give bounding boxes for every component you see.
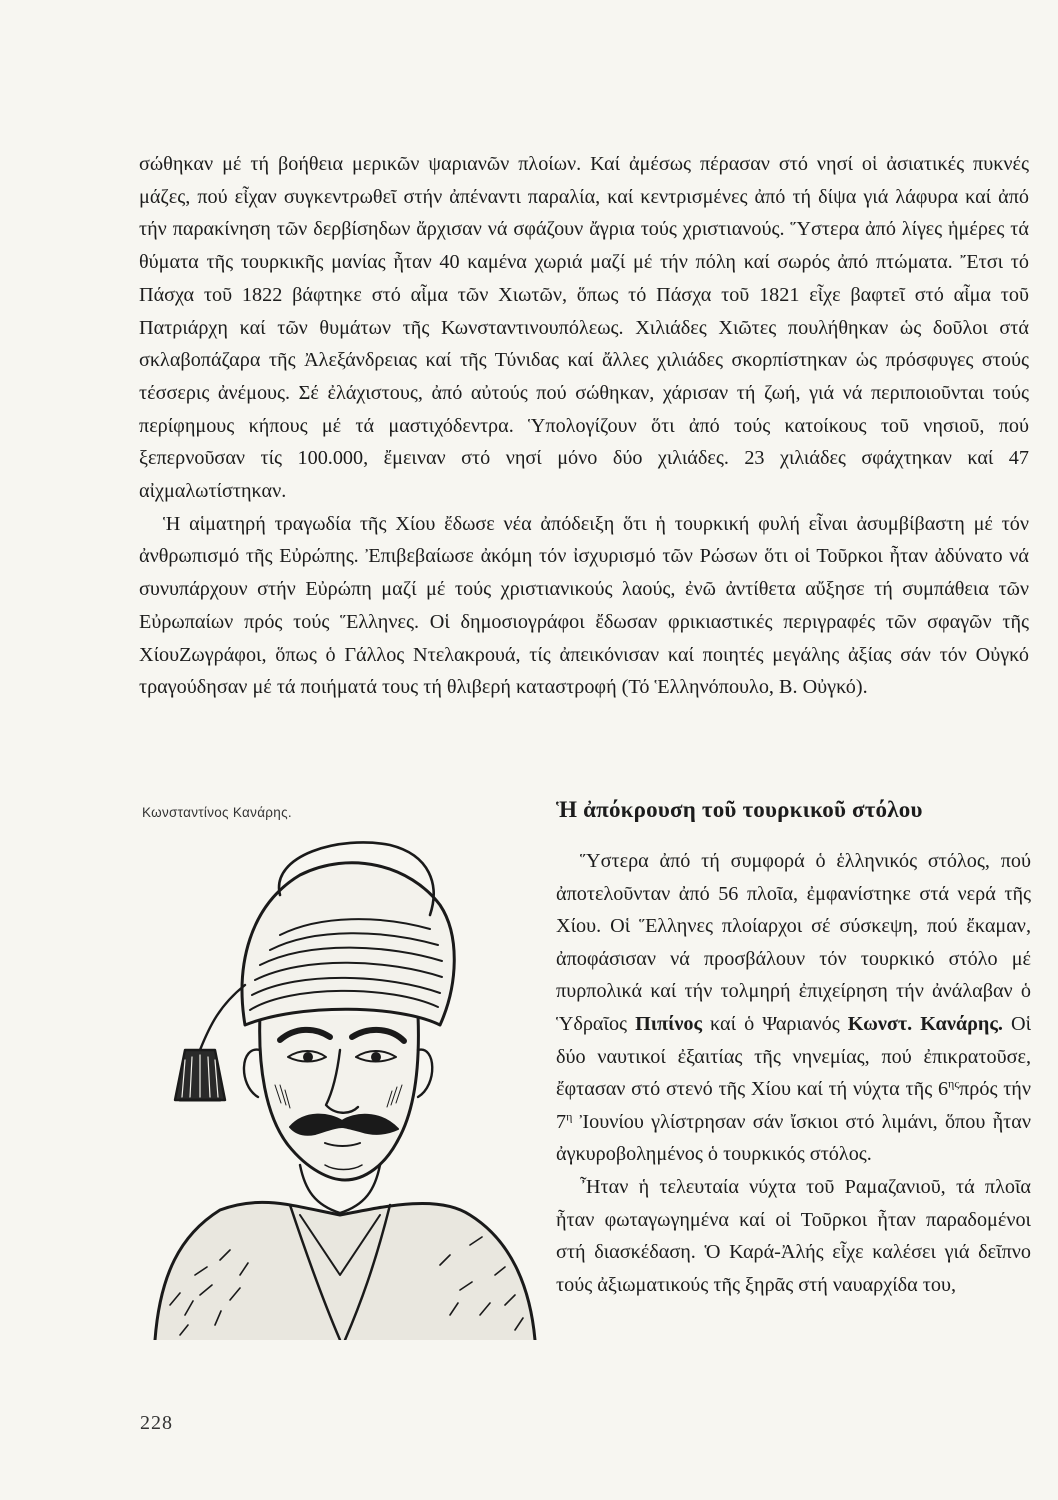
portrait-illustration (140, 835, 540, 1340)
text-run: πρός τήν 7 (556, 1078, 1031, 1133)
name-kanaris: Κωνστ. Κανάρης. (847, 1012, 1003, 1035)
section-text (556, 845, 1031, 1301)
paragraph-1: σώθηκαν μέ τή βοήθεια μερικῶν ψαριανῶν πλοίων. Καί ἀμέσως πέρασαν στό νησί οἱ ἀσιατικές πυκνές μάζες, πού εἶχαν συγκεντρωθεῖ στήν ἀπέναντι παραλία, καί κεντρισμένες ἀπό τή δίψα γιά λάφυρα καί ἀπό τήν παρακίνηση τῶν δερβίσηδων ἄρχισαν νά σφάζουν ἄγρια τούς χριστιανούς. Ὕστερα ἀπό λίγες ἡμέρες τά θύματα τῆς τουρκικῆς μανίας ἦταν 40 καμένα χωριά μαζί μέ τήν πόλη καί σωρός ἀπό πτώματα. Ἔτσι τό Πάσχα τοῦ 1822 βάφτηκε στό αἷμα τῶν Χιωτῶν, ὅπως τό Πάσχα τοῦ 1821 εἶχε βαφτεῖ στό αἷμα τοῦ Πατριάρχη καί τῶν θυμάτων τῆς Κωνσταντινουπόλεως. Χιλιάδες Χιῶτες πουλήθηκαν ὡς δοῦλοι στά σκλαβοπάζαρα τῆς Ἀλεξάνδρειας καί τῆς Τύνιδας καί ἄλλες χιλιάδες σκορπίστηκαν ὡς πρόσφυγες στούς τέσσερις ἀνέμους. Σέ ἐλάχιστους, ἀπό αὐτούς πού σώθηκαν, χάρισαν τή ζωή, γιά νά περιποιοῦνται τούς περίφημους κήπους μέ τά μαστιχόδεντρα. Ὑπολογίζουν ὅτι ἀπό τούς κατοίκους τοῦ νησιοῦ, πού ξεπερνοῦσαν τίς 100.000, ἔμειναν στό νησί μόνο δύο χιλιάδες. 23 χιλιάδες σφάχτηκαν καί 47 αἰχμαλωτίστηκαν. (139, 153, 1029, 503)
main-text (139, 148, 1029, 704)
text-run: Οἱ δύο ναυτικοί ἐξαιτίας τῆς νηνεμίας, πού ἐπικρατοῦσε, ἔφτασαν στό στενό τῆς Χίου καί τή νύχτα τῆς 6 (556, 1012, 1032, 1101)
section-paragraph-2: Ἦταν ἡ τελευταία νύχτα τοῦ Ραμαζανιοῦ, τά πλοῖα ἦταν φωταγωγημένα καί οἱ Τοῦρκοι ἦταν παραδομένοι στή διασκέδαση. Ὁ Καρά-Ἀλής εἶχε καλέσει γιά δεῖπνο τούς ἀξιωματικούς τῆς ξηρᾶς στή ναυαρχίδα του, (556, 1175, 1031, 1296)
page-number: 228 (140, 1412, 173, 1434)
section-paragraph-1 (556, 845, 1031, 1171)
text-run: Ἰουνίου γλίστρησαν σάν ἴσκιοι στό λιμάνι, ὅπου ἦταν ἀγκυροβολημένος ὁ τουρκικός στόλος. (556, 1110, 1031, 1166)
paragraph-2: Ἡ αἱματηρή τραγωδία τῆς Χίου ἔδωσε νέα ἀπόδειξη ὅτι ἡ τουρκική φυλή εἶναι ἀσυμβίβαστη μέ τόν ἀνθρωπισμό τῆς Εὐρώπης. Ἐπιβεβαίωσε ἀκόμη τόν ἰσχυρισμό τῶν Ρώσων ὅτι οἱ Τοῦρκοι ἦταν ἀδύνατο νά συνυπάρχουν στήν Εὐρώπη μαζί μέ τούς χριστιανικούς λαούς, ἐνῶ ἀντίθετα αὔξησε τή συμπάθεια τῶν Εὐρωπαίων πρός τούς Ἕλληνες. Οἱ δημοσιογράφοι ἔδωσαν φρικιαστικές περιγραφές τῶν σφαγῶν τῆς ΧίουΖωγράφοι, ὅπως ὁ Γάλλος Ντελακρουά, τίς ἀπεικόνισαν καί ποιητές μεγάλης ἀξίας σάν τόν Οὐγκό τραγούδησαν μέ τά ποιήματά τους τή θλιβερή καταστροφή (Τό Ἑλληνόπουλο, Β. Οὐγκό). (139, 512, 1029, 699)
ordinal-suffix: η (566, 1109, 573, 1124)
section-title: Ἡ ἀπόκρουση τοῦ τουρκικοῦ στόλου (556, 797, 923, 822)
text-run: καί ὁ Ψαριανός (702, 1012, 848, 1035)
text-run: Ὕστερα ἀπό τή συμφορά ὁ ἑλληνικός στόλος, πού ἀποτελοῦνταν ἀπό 56 πλοῖα, ἐμφανίστηκε στά νερά τῆς Χίου. Οἱ Ἕλληνες πλοίαρχοι σέ σύσκεψη, πού ἔκαμαν, ἀποφάσισαν νά προσβάλουν τόν τουρκικό στόλο μέ πυρπολικά καί τήν τολμηρή ἐπιχείρηση τήν ἀνάλαβαν ὁ Ὑδραῖος (556, 850, 1031, 1035)
figure-caption: Κωνσταντίνος Κανάρης. (142, 805, 292, 820)
name-pipinos: Πιπίνος (635, 1012, 702, 1035)
ordinal-suffix: ης (948, 1076, 960, 1091)
